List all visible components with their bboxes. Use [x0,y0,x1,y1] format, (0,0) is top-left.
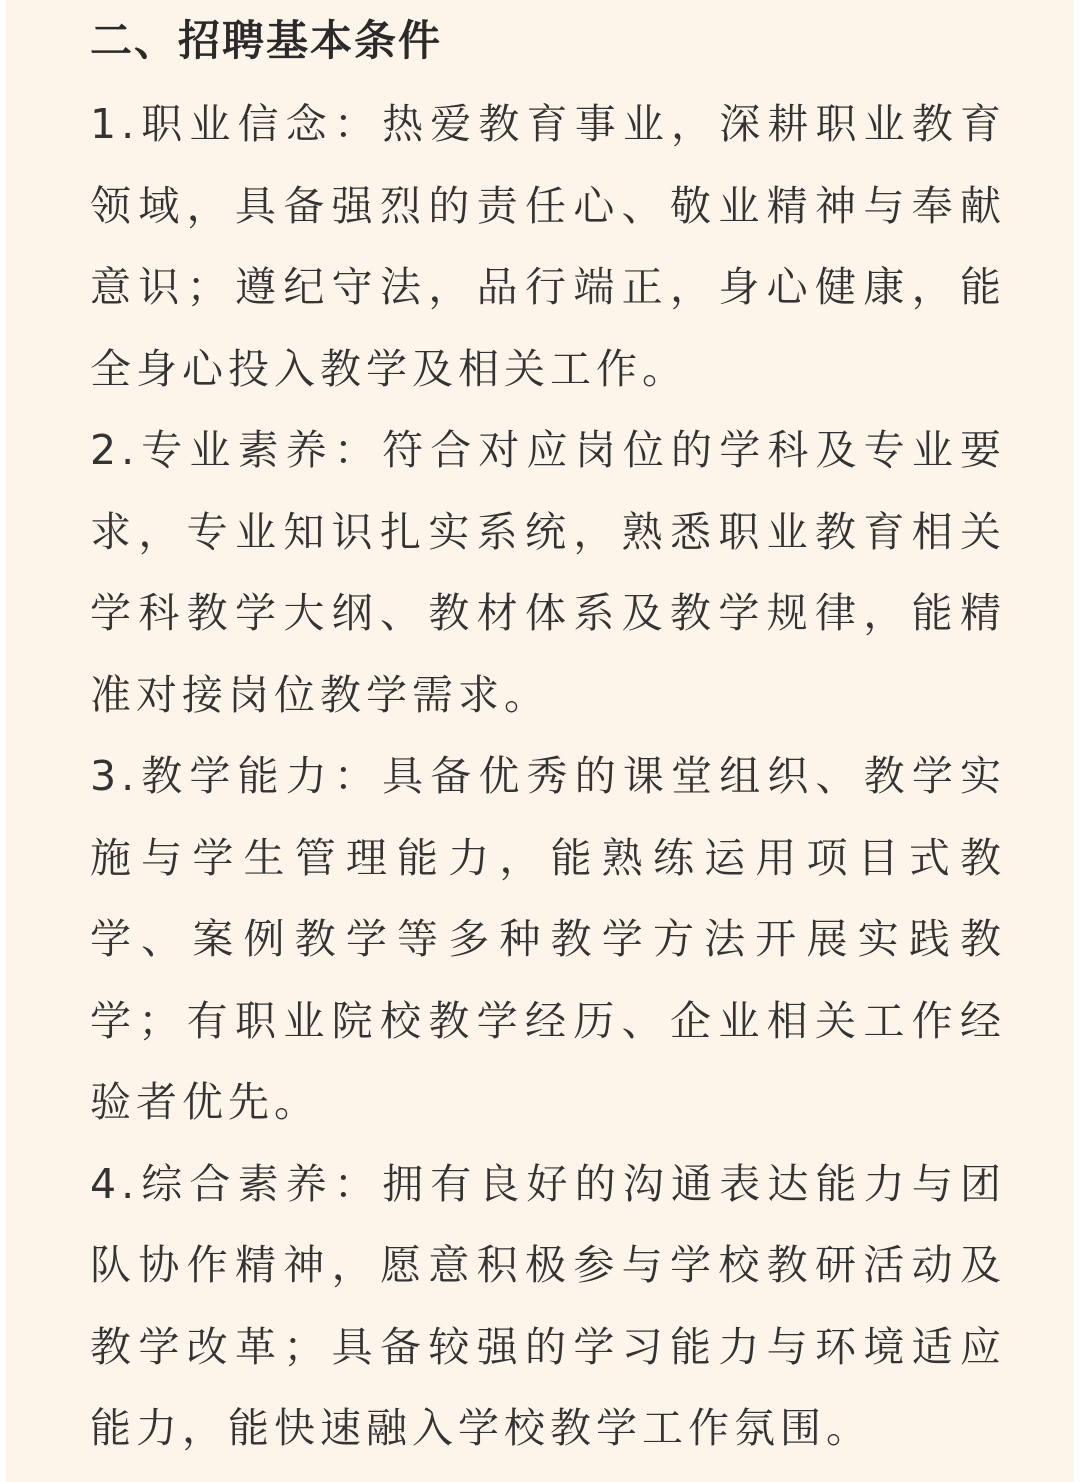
section-title: 二、招聘基本条件 [90,16,443,65]
requirements-list [90,84,1006,1470]
requirement-teaching-ability: 3.教学能力：具备优秀的课堂组织、教学实施与学生管理能力，能熟练运用项目式教学、案例教学等多种教学方法开展实践教学；有职业院校教学经历、企业相关工作经验者优先。 [90,752,1006,1126]
document-page [6,0,1074,1482]
requirement-comprehensive-quality: 4.综合素养：拥有良好的沟通表达能力与团队协作精神，愿意积极参与学校教研活动及教学改革；具备较强的学习能力与环境适应能力，能快速融入学校教学工作氛围。 [90,1159,1006,1452]
requirement-professional-belief: 1.职业信念：热爱教育事业，深耕职业教育领域，具备强烈的责任心、敬业精神与奉献意识；遵纪守法，品行端正，身心健康，能全身心投入教学及相关工作。 [90,100,1006,393]
requirement-professional-competence: 2.专业素养：符合对应岗位的学科及专业要求，专业知识扎实系统，熟悉职业教育相关学科教学大纲、教材体系及教学规律，能精准对接岗位教学需求。 [90,426,1006,719]
bottom-fade [6,1468,1074,1482]
